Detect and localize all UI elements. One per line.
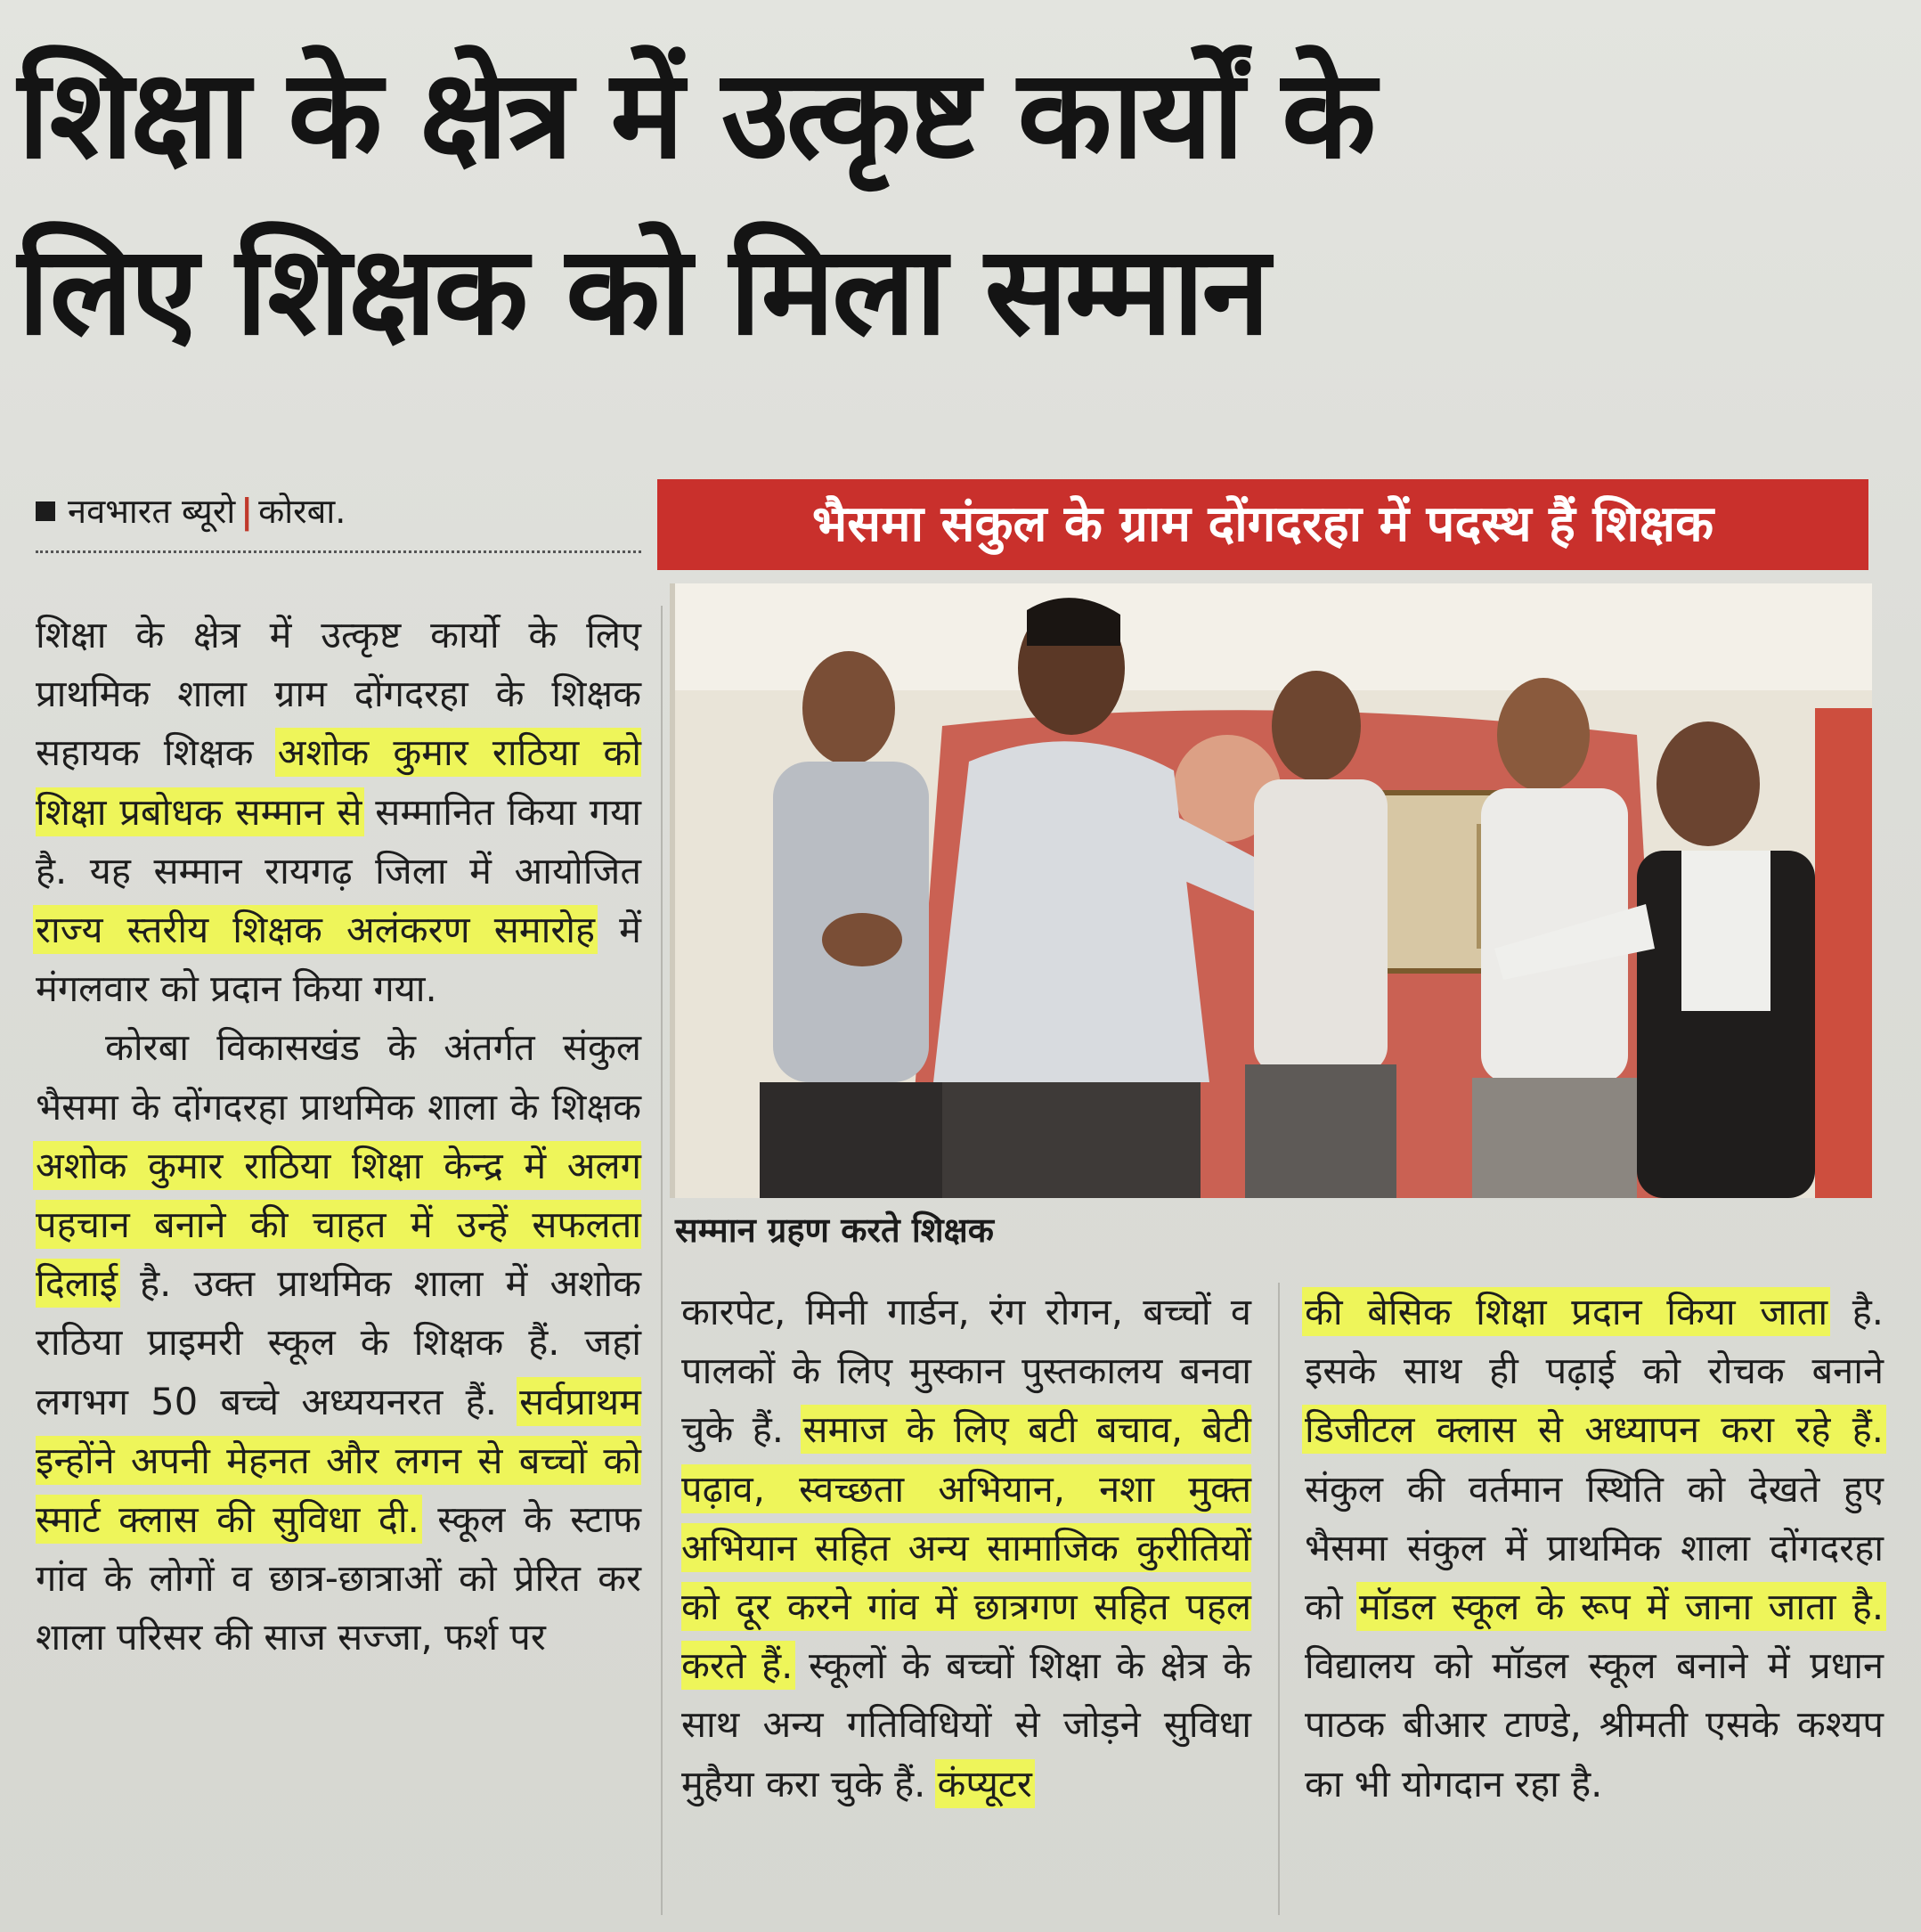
- text-run: है. इसके साथ ही पढ़ाई को रोचक बनाने: [1305, 1290, 1884, 1393]
- text-run: कोरबा विकासखंड के अंतर्गत संकुल भैसमा के दोंगदरहा प्राथमिक शाला के शिक्षक: [36, 1025, 641, 1129]
- bullet-square-icon: [36, 501, 55, 521]
- column-3-text: [1305, 1283, 1884, 1814]
- highlighted-text: समाज के लिए बटी बचाव, बेटी पढ़ाव, स्वच्छता अभियान, नशा मुक्त अभियान सहित अन्य सामाजिक कुरीतियों को दूर करने गांव में छात्रगण सहित पहल करते हैं.: [681, 1407, 1251, 1688]
- ceremony-illustration: [675, 583, 1872, 1198]
- text-run: कारपेट, मिनी गार्डन, रंग रोगन, बच्चों व पालकों के लिए मुस्कान पुस्तकालय बनवा चुके हैं.: [681, 1290, 1251, 1452]
- article-column-2: [681, 1283, 1251, 1814]
- text-run: है. उक्त प्राथमिक शाला में अशोक राठिया प्राइमरी स्कूल के शिक्षक हैं. जहां लगभग 50 बच्चे अध्ययनरत हैं.: [36, 1261, 641, 1423]
- highlighted-text: मॉडल स्कूल के रूप में जाना जाता है.: [1358, 1585, 1884, 1629]
- highlighted-text: डिजीटल क्लास से अध्यापन करा रहे हैं.: [1305, 1407, 1884, 1452]
- column-2-text: [681, 1283, 1251, 1814]
- text-run: शिक्षा के क्षेत्र में उत्कृष्ट कार्यो के लिए प्राथमिक शाला ग्राम दोंगदरहा के शिक्षक सहायक शिक्षक: [36, 613, 641, 775]
- byline: [36, 488, 641, 534]
- headline-line-2: लिए शिक्षक को मिला सम्मान: [18, 219, 1268, 363]
- photo-banner: भैसमा संकुल के ग्राम दोंगदरहा में पदस्थ हैं शिक्षक: [657, 479, 1868, 570]
- paragraph-1: [36, 606, 641, 1018]
- text-run: सम्मानित किया गया है. यह सम्मान रायगढ़ जिला में आयोजित: [36, 789, 641, 893]
- award-ceremony-photo: [670, 583, 1872, 1198]
- text-run: स्कूल के स्टाफ गांव के लोगों व छात्र-छात्राओं को प्रेरित कर शाला परिसर की साज सज्जा, फर्श पर: [36, 1497, 641, 1659]
- byline-separator: |: [240, 492, 254, 531]
- text-run: में मंगलवार को प्रदान किया गया.: [36, 908, 641, 1011]
- highlighted-text: सर्वप्राथम इन्होंने अपनी मेहनत और लगन से बच्चों को स्मार्ट क्लास की सुविधा दी.: [36, 1379, 641, 1542]
- article-column-3: [1305, 1283, 1884, 1814]
- highlighted-text: राज्य स्तरीय शिक्षक अलंकरण समारोह: [36, 908, 596, 952]
- highlighted-text: कंप्यूटर: [937, 1761, 1032, 1806]
- text-run: विद्यालय को मॉडल स्कूल बनाने में प्रधान पाठक बीआर टाण्डे, श्रीमती एसके कश्यप का भी योगदान रहा है.: [1305, 1643, 1884, 1806]
- text-run: स्कूलों के बच्चों शिक्षा के क्षेत्र के साथ अन्य गतिविधियों से जोड़ने सुविधा मुहैया करा चुके हैं.: [681, 1643, 1251, 1806]
- highlighted-text: अशोक कुमार राठिया शिक्षा केन्द्र में अलग पहचान बनाने की चाहत में उन्हें सफलता दिलाई: [36, 1143, 641, 1306]
- highlighted-text: की बेसिक शिक्षा प्रदान किया जाता: [1305, 1290, 1828, 1333]
- text-run: संकुल की वर्तमान स्थिति को देखते हुए भैसमा संकुल में प्राथमिक शाला दोंगदरहा को: [1305, 1466, 1884, 1629]
- headline-line-1: शिक्षा के क्षेत्र में उत्कृष्ट कार्यों के: [18, 43, 1374, 186]
- byline-place: कोरबा.: [258, 492, 346, 531]
- byline-source: नवभारत ब्यूरो: [68, 492, 236, 531]
- column-rule: [1278, 1283, 1280, 1915]
- byline-dotted-divider: [36, 550, 641, 553]
- column-rule: [661, 606, 663, 1915]
- article-column-1: [36, 606, 641, 1667]
- highlighted-text: अशोक कुमार राठिया को शिक्षा प्रबोधक सम्मान से: [36, 730, 641, 834]
- headline: [18, 27, 1781, 379]
- paragraph-2: [36, 1018, 641, 1667]
- photo-caption: सम्मान ग्रहण करते शिक्षक: [675, 1211, 994, 1250]
